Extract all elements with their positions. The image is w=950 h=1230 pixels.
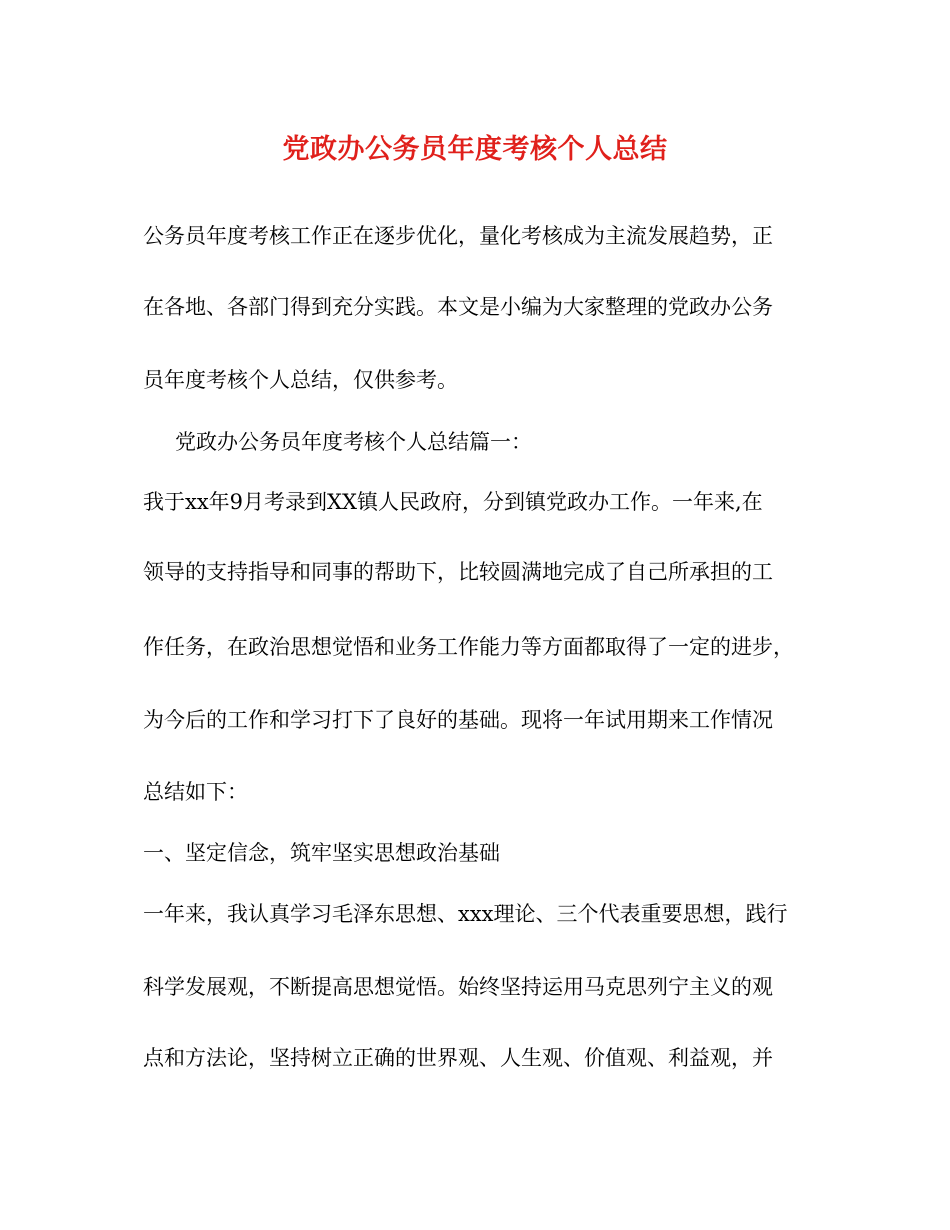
paragraph-line: 总结如下：	[143, 780, 248, 804]
paragraph-line: 科学发展观，不断提高思想觉悟。始终坚持运用马克思列宁主义的观	[143, 975, 773, 999]
document-title: 党政办公务员年度考核个人总结	[282, 134, 668, 165]
section-heading: 一、坚定信念，筑牢坚实思想政治基础	[143, 841, 500, 865]
paragraph-line: 作任务，在政治思想觉悟和业务工作能力等方面都取得了一定的进步，	[143, 635, 794, 659]
paragraph-line: 在各地、各部门得到充分实践。本文是小编为大家整理的党政办公务	[143, 295, 773, 319]
paragraph-line: 公务员年度考核工作正在逐步优化，量化考核成为主流发展趋势，正	[143, 224, 773, 248]
paragraph-line: 一年来，我认真学习毛泽东思想、xxx理论、三个代表重要思想，践行	[143, 902, 788, 926]
paragraph-line: 员年度考核个人总结，仅供参考。	[143, 368, 458, 392]
paragraph-line: 为今后的工作和学习打下了良好的基础。现将一年试用期来工作情况	[143, 708, 773, 732]
paragraph-line: 我于xx年9月考录到XX镇人民政府，分到镇党政办工作。一年来,在	[143, 490, 763, 514]
paragraph-line: 领导的支持指导和同事的帮助下，比较圆满地完成了自己所承担的工	[143, 560, 773, 584]
section-heading: 党政办公务员年度考核个人总结篇一：	[175, 430, 532, 454]
paragraph-line: 点和方法论，坚持树立正确的世界观、人生观、价值观、利益观，并	[143, 1046, 773, 1070]
